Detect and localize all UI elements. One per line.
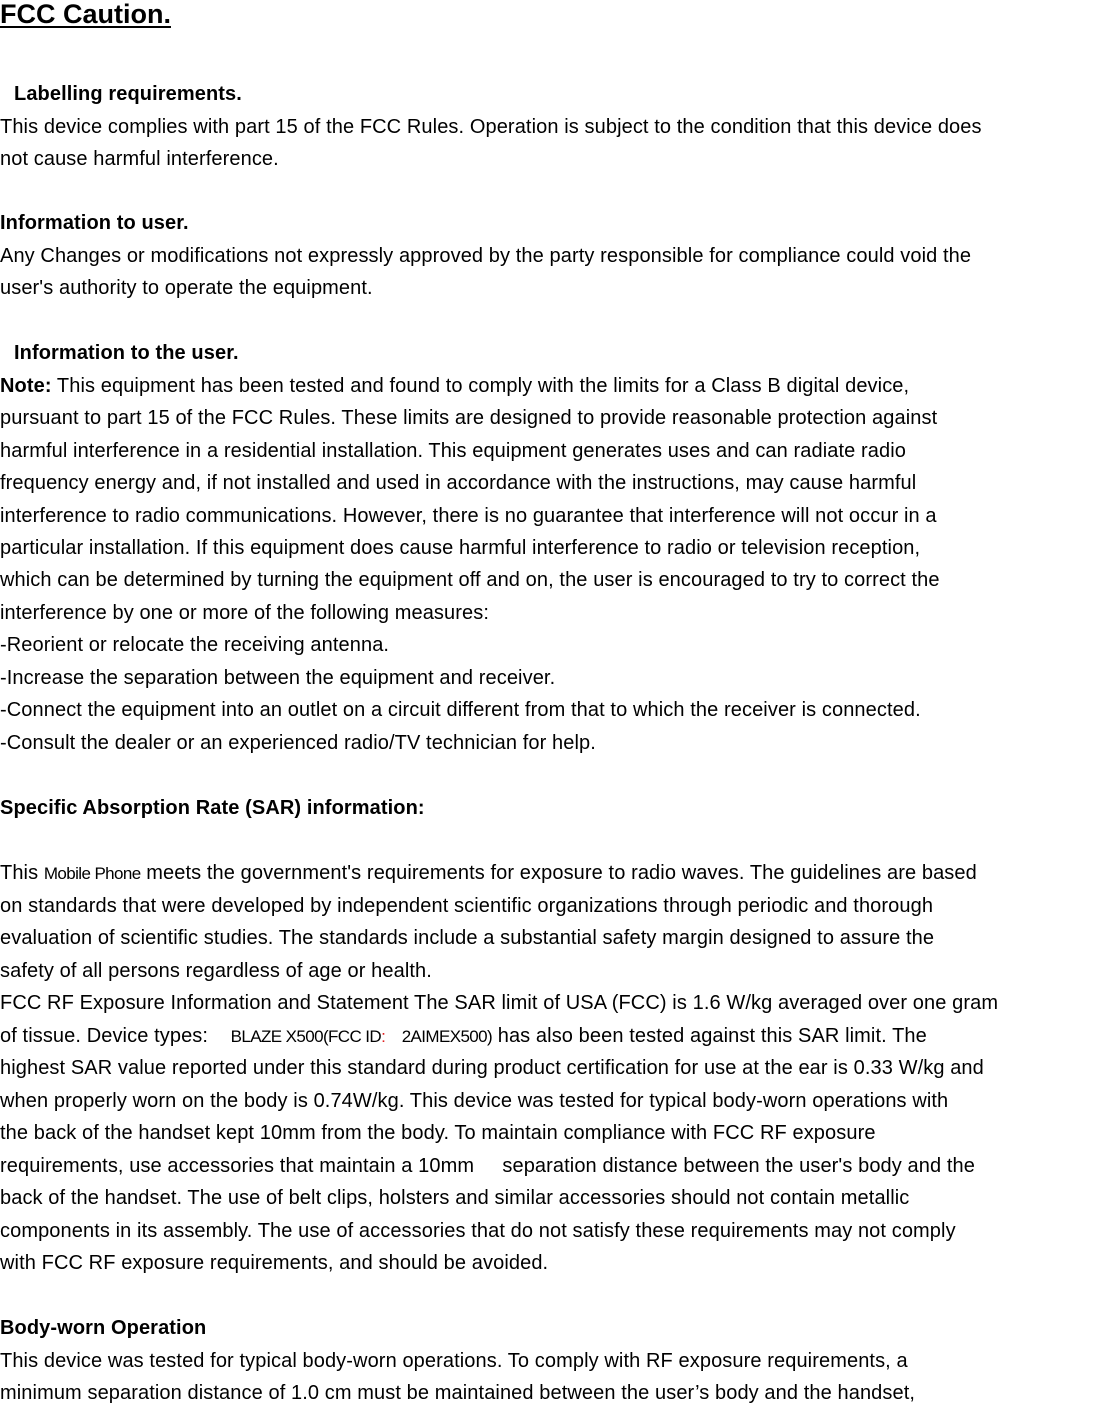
sar-line: safety of all persons regardless of age or health. [0,960,432,982]
note-line: interference by one or more of the following measures: [0,602,489,624]
fcc-id-colon: : [381,1027,386,1046]
info-to-the-user-heading: Information to the user. [14,342,239,364]
measure-item: -Reorient or relocate the receiving antenna. [0,634,390,656]
note-line: particular installation. If this equipment does cause harmful interference to radio or television reception, [0,537,921,559]
fcc-id: 2AIMEX500) [385,1027,493,1046]
sar-line-rest: meets the government's requirements for exposure to radio waves. The guidelines are based [140,862,977,884]
labelling-line: This device complies with part 15 of the FCC Rules. Operation is subject to the condition that this device does [0,116,982,138]
note-line [0,370,909,402]
note-line: frequency energy and, if not installed and used in accordance with the instructions, may cause harmful [0,472,917,494]
note-line: pursuant to part 15 of the FCC Rules. These limits are designed to provide reasonable protection against [0,407,938,429]
sar-line: with FCC RF exposure requirements, and should be avoided. [0,1252,549,1274]
note-label: Note: [0,375,52,397]
note-line: harmful interference in a residential installation. This equipment generates uses and can radiate radio [0,440,907,462]
page-title: FCC Caution. [0,0,171,29]
labelling-line: not cause harmful interference. [0,148,279,170]
info-to-user-line: Any Changes or modifications not expressly approved by the party responsible for compliance could void the [0,245,972,267]
note-line: which can be determined by turning the equipment off and on, the user is encouraged to try to correct the [0,569,940,591]
body-worn-line: This device was tested for typical body-worn operations. To comply with RF exposure requirements, a [0,1350,908,1372]
sar-line: requirements, use accessories that maintain a 10mm separation distance between the user's body and the [0,1155,975,1177]
device-line [0,1020,927,1053]
sar-line: highest SAR value reported under this standard during product certification for use at the ear is 0.33 W/kg and [0,1057,984,1079]
note-text: This equipment has been tested and found to comply with the limits for a Class B digital device, [51,375,910,397]
body-worn-line: minimum separation distance of 1.0 cm must be maintained between the user’s body and the handset, [0,1382,916,1404]
sar-line [0,857,977,890]
sar-line: the back of the handset kept 10mm from the body. To maintain compliance with FCC RF exposure [0,1122,876,1144]
sar-line: back of the handset. The use of belt clips, holsters and similar accessories should not contain metallic [0,1187,910,1209]
body-worn-heading: Body-worn Operation [0,1317,207,1339]
info-to-user-heading: Information to user. [0,212,189,234]
note-line: interference to radio communications. However, there is no guarantee that interference will not occur in a [0,505,937,527]
device-model: BLAZE X500(FCC ID [230,1027,382,1046]
measure-item: -Connect the equipment into an outlet on a circuit different from that to which the receiver is connected. [0,699,921,721]
sar-heading: Specific Absorption Rate (SAR) information: [0,797,425,819]
sar-line: evaluation of scientific studies. The standards include a substantial safety margin designed to assure the [0,927,935,949]
sar-line: components in its assembly. The use of accessories that do not satisfy these requirements may not comply [0,1220,956,1242]
info-to-user-line: user's authority to operate the equipment. [0,277,373,299]
device-line-rest: has also been tested against this SAR limit. The [492,1025,927,1047]
sar-line: FCC RF Exposure Information and Statement The SAR limit of USA (FCC) is 1.6 W/kg averaged over one gram [0,992,999,1014]
sar-line: on standards that were developed by independent scientific organizations through periodic and thorough [0,895,934,917]
sar-line-prefix: This [0,862,44,884]
measure-item: -Increase the separation between the equipment and receiver. [0,667,556,689]
product-type: Mobile Phone [43,864,141,883]
measure-item: -Consult the dealer or an experienced radio/TV technician for help. [0,732,596,754]
device-line-prefix: of tissue. Device types: [0,1025,231,1047]
sar-line: when properly worn on the body is 0.74W/kg. This device was tested for typical body-worn operations with [0,1090,949,1112]
labelling-heading: Labelling requirements. [14,83,242,105]
